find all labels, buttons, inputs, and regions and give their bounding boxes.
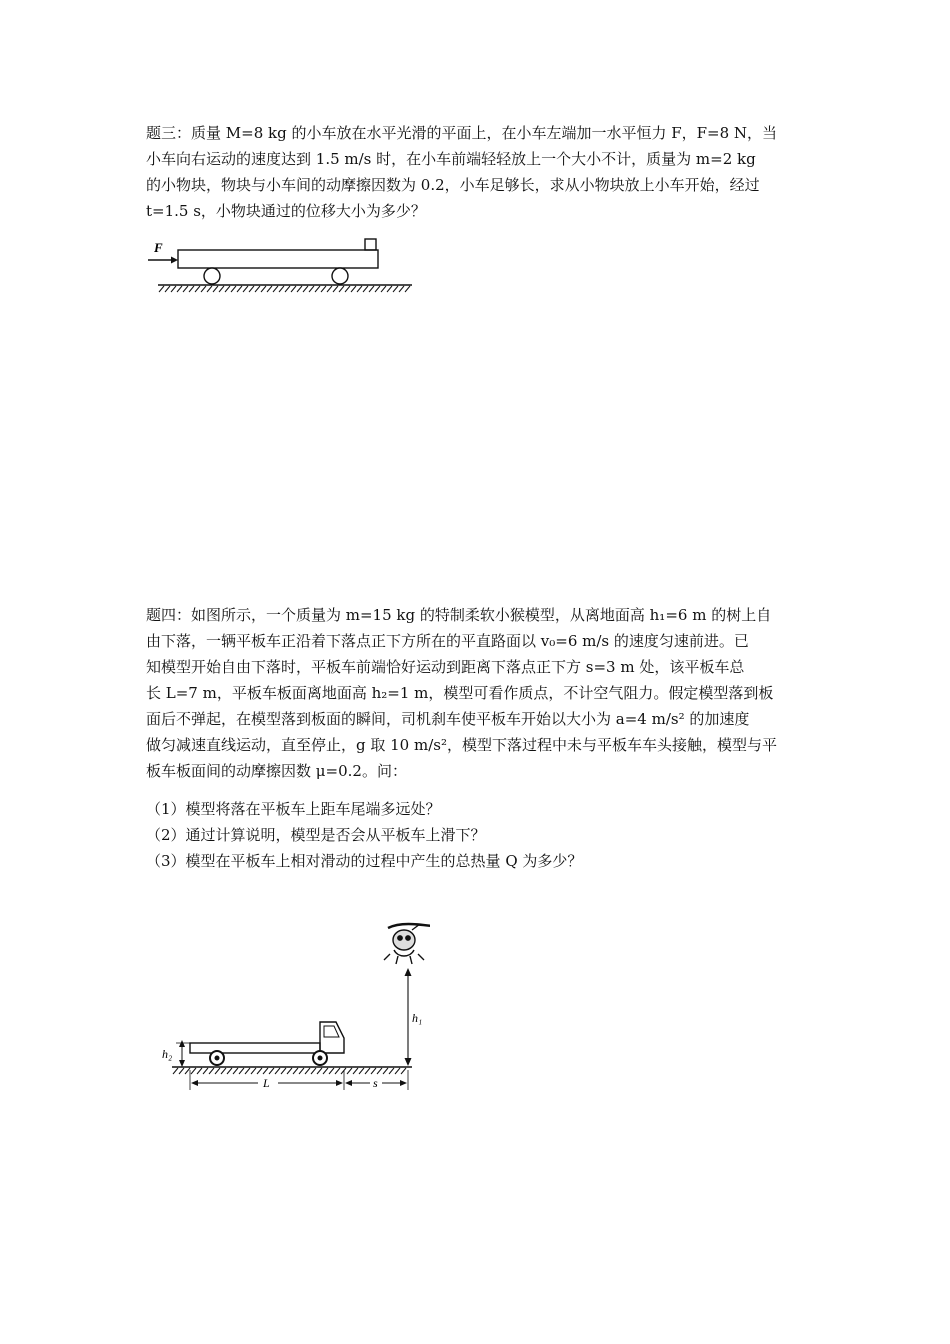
- monkey-icon: [384, 924, 430, 964]
- cart-wheel: [204, 268, 220, 284]
- small-block: [365, 239, 376, 250]
- question-2: （2）通过计算说明，模型是否会从平板车上滑下？: [146, 826, 486, 844]
- h2-arrowhead: [179, 1060, 185, 1067]
- problem-4-line: 题四：如图所示，一个质量为 m=15 kg 的特制柔软小猴模型，从离地面高 h₁=6 m 的树上自: [146, 606, 772, 624]
- truck-figure: [150, 910, 430, 1110]
- L-arrowhead: [191, 1080, 198, 1086]
- force-arrowhead: [171, 257, 178, 264]
- cart-wheel: [332, 268, 348, 284]
- L-label: L: [263, 1076, 270, 1090]
- force-label: F: [154, 240, 163, 255]
- problem-4-line: 面后不弹起，在模型落到板面的瞬间，司机刹车使平板车开始以大小为 a=4 m/s² 的加速度: [146, 710, 750, 728]
- problem-3-line: 小车向右运动的速度达到 1.5 m/s 时，在小车前端轻轻放上一个大小不计，质量为 m=2 kg: [146, 150, 756, 168]
- problem-4-line: 做匀减速直线运动，直至停止，g 取 10 m/s²，模型下落过程中未与平板车车头接触，模型与平: [146, 736, 777, 754]
- L-arrowhead: [336, 1080, 343, 1086]
- h1-arrowhead: [405, 968, 412, 976]
- problem-4-line: 由下落，一辆平板车正沿着下落点正下方所在的平直路面以 v₀=6 m/s 的速度匀速前进。已: [146, 632, 749, 650]
- h2-label: h₂: [162, 1047, 173, 1061]
- problem-3-line: 题三：质量 M=8 kg 的小车放在水平光滑的平面上，在小车左端加一水平恒力 F，F=8 N，当: [146, 124, 778, 142]
- cart-body: [178, 250, 378, 268]
- problem-3-text: [146, 120, 816, 224]
- ground-hatch: [159, 286, 410, 292]
- h2-arrowhead: [179, 1040, 185, 1047]
- h1-arrowhead: [405, 1058, 412, 1066]
- truck-wheel-hub: [215, 1056, 220, 1061]
- cart-figure: [140, 232, 420, 296]
- problem-4-line: 知模型开始自由下落时，平板车前端恰好运动到距离下落点正下方 s=3 m 处，该平板车总: [146, 658, 745, 676]
- problem-3-line: t=1.5 s，小物块通过的位移大小为多少？: [146, 202, 426, 220]
- h1-label: h₁: [412, 1011, 423, 1025]
- problem-4-line: 长 L=7 m，平板车板面离地面高 h₂=1 m，模型可看作质点，不计空气阻力。假定模型落到板: [146, 684, 774, 702]
- problem-3-line: 的小物块，物块与小车间的动摩擦因数为 0.2，小车足够长，求从小物块放上小车开始，经过: [146, 176, 760, 194]
- problem-4-text: [146, 602, 816, 784]
- truck-window: [324, 1026, 339, 1037]
- s-arrowhead: [345, 1080, 352, 1086]
- road-hatch: [173, 1068, 406, 1074]
- truck-bed: [190, 1043, 320, 1053]
- s-arrowhead: [400, 1080, 407, 1086]
- truck-wheel-hub: [318, 1056, 323, 1061]
- question-1: （1）模型将落在平板车上距车尾端多远处？: [146, 800, 441, 818]
- problem-4-line: 板车板面间的动摩擦因数 μ=0.2。问：: [146, 762, 407, 780]
- question-3: （3）模型在平板车上相对滑动的过程中产生的总热量 Q 为多少？: [146, 852, 583, 870]
- s-label: s: [373, 1076, 378, 1090]
